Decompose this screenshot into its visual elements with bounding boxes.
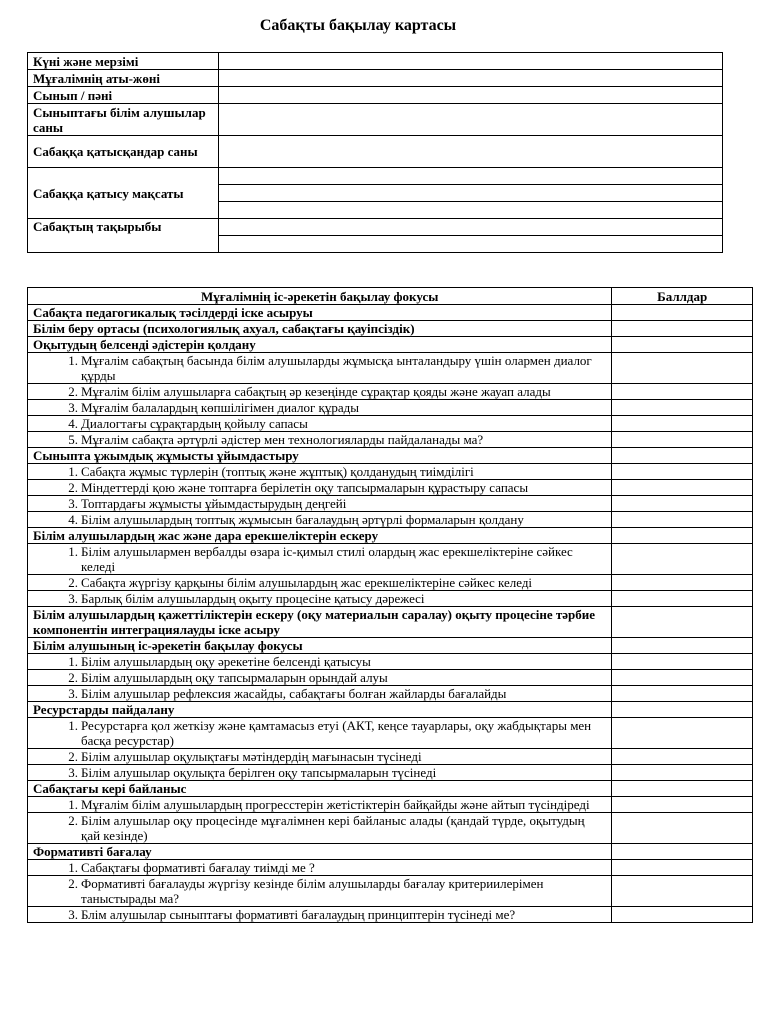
- section-row: [28, 844, 753, 860]
- observation-table: [27, 287, 753, 923]
- criterion-row: [28, 686, 753, 702]
- info-value-field[interactable]: [218, 136, 722, 168]
- section-row: [28, 607, 753, 638]
- points-cell[interactable]: [612, 353, 753, 384]
- section-row: [28, 321, 753, 337]
- criterion-cell: [28, 416, 612, 432]
- info-label: Сынып / пәні: [28, 87, 219, 104]
- criterion-number: 2.: [68, 876, 78, 891]
- criterion-cell: [28, 907, 612, 923]
- criterion-cell: [28, 544, 612, 575]
- section-title: Білім алушының іс-әрекетін бақылау фокусы: [28, 638, 612, 654]
- criterion-row: [28, 432, 753, 448]
- points-cell[interactable]: [612, 400, 753, 416]
- criterion-number: 3.: [68, 591, 78, 606]
- info-value-field[interactable]: [218, 87, 722, 104]
- criterion-number: 3.: [68, 765, 78, 780]
- points-cell[interactable]: [612, 432, 753, 448]
- criterion-row: [28, 876, 753, 907]
- criterion-text: Білім алушылармен вербалды өзара іс-қимыл стилі олардың жас ерекшеліктеріне сәйкес келеді: [81, 544, 573, 574]
- criterion-row: [28, 718, 753, 749]
- points-cell[interactable]: [612, 686, 753, 702]
- criterion-number: 3.: [68, 400, 78, 415]
- criterion-row: [28, 512, 753, 528]
- criterion-row: [28, 416, 753, 432]
- points-cell[interactable]: [612, 749, 753, 765]
- info-value-field[interactable]: [218, 168, 722, 185]
- page-title: Сабақты бақылау картасы: [259, 17, 457, 34]
- points-cell[interactable]: [612, 718, 753, 749]
- criterion-text: Барлық білім алушылардың оқыту процесіне қатысу дәрежесі: [81, 591, 425, 606]
- points-cell[interactable]: [612, 638, 753, 654]
- criterion-row: [28, 496, 753, 512]
- criterion-text: Ресурстарға қол жеткізу және қамтамасыз етуі (АКТ, кеңсе тауарлары, оқу жабдықтары мен басқа ресурстар): [81, 718, 592, 748]
- section-row: [28, 702, 753, 718]
- criterion-row: [28, 544, 753, 575]
- criterion-number: 5.: [68, 432, 78, 447]
- section-title: Ресурстарды пайдалану: [28, 702, 612, 718]
- info-label: Мұғалімнің аты-жөні: [28, 70, 219, 87]
- criterion-cell: [28, 512, 612, 528]
- criterion-text: Сабақтағы формативті бағалау тиімді ме ?: [81, 860, 315, 875]
- info-value-field[interactable]: [218, 53, 722, 70]
- criterion-number: 1.: [68, 860, 78, 875]
- info-value-field[interactable]: [218, 236, 722, 253]
- criterion-cell: [28, 813, 612, 844]
- points-cell[interactable]: [612, 670, 753, 686]
- points-cell[interactable]: [612, 337, 753, 353]
- points-cell[interactable]: [612, 544, 753, 575]
- criterion-text: Білім алушылардың оқу тапсырмаларын орындай алуы: [81, 670, 388, 685]
- points-cell[interactable]: [612, 528, 753, 544]
- section-title: Сыныпта ұжымдық жұмысты ұйымдастыру: [28, 448, 612, 464]
- criterion-text: Білім алушылар оқу процесінде мұғалімнен кері байланыс алады (қандай түрде, оқытудың қай кезінде): [81, 813, 585, 843]
- points-cell[interactable]: [612, 702, 753, 718]
- criterion-row: [28, 797, 753, 813]
- criterion-cell: [28, 686, 612, 702]
- criterion-number: 2.: [68, 480, 78, 495]
- criterion-text: Білім алушылардың оқу әрекетіне белсенді қатысуы: [81, 654, 371, 669]
- criterion-row: [28, 907, 753, 923]
- criterion-cell: [28, 353, 612, 384]
- criterion-row: [28, 384, 753, 400]
- criterion-row: [28, 464, 753, 480]
- criterion-cell: [28, 496, 612, 512]
- points-cell[interactable]: [612, 607, 753, 638]
- section-row: [28, 448, 753, 464]
- criterion-cell: [28, 432, 612, 448]
- criterion-text: Мұғалім сабақтың басында білім алушыларды жұмысқа ынталандыру үшін олармен диалог құрды: [81, 353, 592, 383]
- section-title: Сабақта педагогикалық тәсілдерді іске асыруы: [28, 305, 612, 321]
- criterion-text: Білім алушылардың топтық жұмысын бағалаудың әртүрлі формаларын қолдану: [81, 512, 524, 527]
- criterion-cell: [28, 384, 612, 400]
- criterion-cell: [28, 575, 612, 591]
- info-value-field[interactable]: [218, 219, 722, 236]
- criterion-text: Білім алушылар рефлексия жасайды, сабақтағы болған жайларды бағалайды: [81, 686, 507, 701]
- points-cell[interactable]: [612, 591, 753, 607]
- lesson-info-table: [27, 52, 723, 253]
- criterion-number: 2.: [68, 575, 78, 590]
- section-title: Білім беру ортасы (психологиялық ахуал, сабақтағы қауіпсіздік): [28, 321, 612, 337]
- info-value-field[interactable]: [218, 104, 722, 136]
- info-value-field[interactable]: [218, 202, 722, 219]
- criterion-number: 2.: [68, 670, 78, 685]
- criterion-number: 3.: [68, 907, 78, 922]
- criterion-row: [28, 480, 753, 496]
- section-title: Сабақтағы кері байланыс: [28, 781, 612, 797]
- info-value-field[interactable]: [218, 70, 722, 87]
- criterion-row: [28, 670, 753, 686]
- criterion-cell: [28, 480, 612, 496]
- criterion-cell: [28, 765, 612, 781]
- section-title: Білім алушылардың қажеттіліктерін ескеру (оқу материалын саралау) оқыту процесіне тәрбие компонентін интеграциялауды іске асыру: [28, 607, 612, 638]
- section-row: [28, 528, 753, 544]
- observation-header-row: [28, 288, 753, 305]
- criterion-row: [28, 400, 753, 416]
- info-label: Күні және мерзімі: [28, 53, 219, 70]
- criterion-text: Білім алушылар оқулықтағы мәтіндердің мағынасын түсінеді: [81, 749, 422, 764]
- points-header: Баллдар: [612, 288, 753, 305]
- points-cell[interactable]: [612, 797, 753, 813]
- criterion-number: 2.: [68, 749, 78, 764]
- section-row: [28, 305, 753, 321]
- points-cell[interactable]: [612, 781, 753, 797]
- criterion-text: Топтардағы жұмысты ұйымдастырудың деңгейі: [81, 496, 347, 511]
- section-title: Білім алушылардың жас және дара ерекшеліктерін ескеру: [28, 528, 612, 544]
- criterion-row: [28, 860, 753, 876]
- criterion-cell: [28, 718, 612, 749]
- points-cell[interactable]: [612, 765, 753, 781]
- points-cell[interactable]: [612, 654, 753, 670]
- focus-header: Мұғалімнің іс-әрекетін бақылау фокусы: [28, 288, 612, 305]
- points-cell[interactable]: [612, 860, 753, 876]
- points-cell[interactable]: [612, 813, 753, 844]
- criterion-number: 1.: [68, 353, 78, 368]
- points-cell[interactable]: [612, 448, 753, 464]
- info-label: Сыныптағы білім алушылар саны: [28, 104, 219, 136]
- criterion-text: Мұғалім сабақта әртүрлі әдістер мен технологияларды пайдаланады ма?: [81, 432, 484, 447]
- criterion-number: 3.: [68, 496, 78, 511]
- points-cell[interactable]: [612, 416, 753, 432]
- criterion-text: Мұғалім білім алушылардың прогресстерін жетістіктерін байқайды және айтып түсіндіреді: [81, 797, 590, 812]
- criterion-text: Білім алушылар оқулықта берілген оқу тапсырмаларын түсінеді: [81, 765, 437, 780]
- criterion-cell: [28, 591, 612, 607]
- criterion-cell: [28, 876, 612, 907]
- criterion-row: [28, 765, 753, 781]
- criterion-cell: [28, 400, 612, 416]
- criterion-row: [28, 575, 753, 591]
- criterion-number: 4.: [68, 512, 78, 527]
- section-row: [28, 337, 753, 353]
- criterion-text: Мұғалім балалардың көпшілігімен диалог құрады: [81, 400, 359, 415]
- criterion-row: [28, 813, 753, 844]
- criterion-number: 1.: [68, 544, 78, 559]
- criterion-number: 4.: [68, 416, 78, 431]
- points-cell[interactable]: [612, 844, 753, 860]
- criterion-cell: [28, 797, 612, 813]
- criterion-text: Міндеттерді қою және топтарға берілетін оқу тапсырмаларын құрастыру сапасы: [81, 480, 529, 495]
- criterion-number: 1.: [68, 464, 78, 479]
- points-cell[interactable]: [612, 876, 753, 907]
- criterion-text: Сабақта жұмыс түрлерін (топтық және жұптық) қолданудың тиімділігі: [81, 464, 474, 479]
- criterion-cell: [28, 749, 612, 765]
- criterion-text: Сабақта жүргізу қарқыны білім алушылардың жас ерекшеліктеріне сәйкес келеді: [81, 575, 533, 590]
- criterion-number: 1.: [68, 797, 78, 812]
- info-value-field[interactable]: [218, 185, 722, 202]
- points-cell[interactable]: [612, 575, 753, 591]
- criterion-number: 1.: [68, 654, 78, 669]
- criterion-cell: [28, 860, 612, 876]
- criterion-row: [28, 353, 753, 384]
- criterion-number: 1.: [68, 718, 78, 733]
- points-cell[interactable]: [612, 384, 753, 400]
- section-row: [28, 781, 753, 797]
- criterion-text: Мұғалім білім алушыларға сабақтың әр кезеңінде сұрақтар қояды және жауап алады: [81, 384, 551, 399]
- points-cell[interactable]: [612, 321, 753, 337]
- points-cell[interactable]: [612, 464, 753, 480]
- points-cell[interactable]: [612, 512, 753, 528]
- criterion-text: Блім алушылар сыныптағы формативті бағалаудың принциптерін түсінеді ме?: [81, 907, 516, 922]
- info-label: Сабақтың тақырыбы: [28, 219, 219, 253]
- criterion-cell: [28, 654, 612, 670]
- info-label: Сабаққа қатысқандар саны: [28, 136, 219, 168]
- criterion-number: 3.: [68, 686, 78, 701]
- points-cell[interactable]: [612, 305, 753, 321]
- criterion-number: 2.: [68, 813, 78, 828]
- points-cell[interactable]: [612, 496, 753, 512]
- criterion-row: [28, 749, 753, 765]
- criterion-text: Формативті бағалауды жүргізу кезінде білім алушыларды бағалау критериилерімен таныстырады ма?: [81, 876, 544, 906]
- criterion-row: [28, 654, 753, 670]
- criterion-cell: [28, 670, 612, 686]
- section-title: Оқытудың белсенді әдістерін қолдану: [28, 337, 612, 353]
- criterion-cell: [28, 464, 612, 480]
- criterion-row: [28, 591, 753, 607]
- points-cell[interactable]: [612, 907, 753, 923]
- section-title: Формативті бағалау: [28, 844, 612, 860]
- info-label: Сабаққа қатысу мақсаты: [28, 168, 219, 219]
- criterion-text: Диалогтағы сұрақтардың қойылу сапасы: [81, 416, 308, 431]
- section-row: [28, 638, 753, 654]
- criterion-number: 2.: [68, 384, 78, 399]
- points-cell[interactable]: [612, 480, 753, 496]
